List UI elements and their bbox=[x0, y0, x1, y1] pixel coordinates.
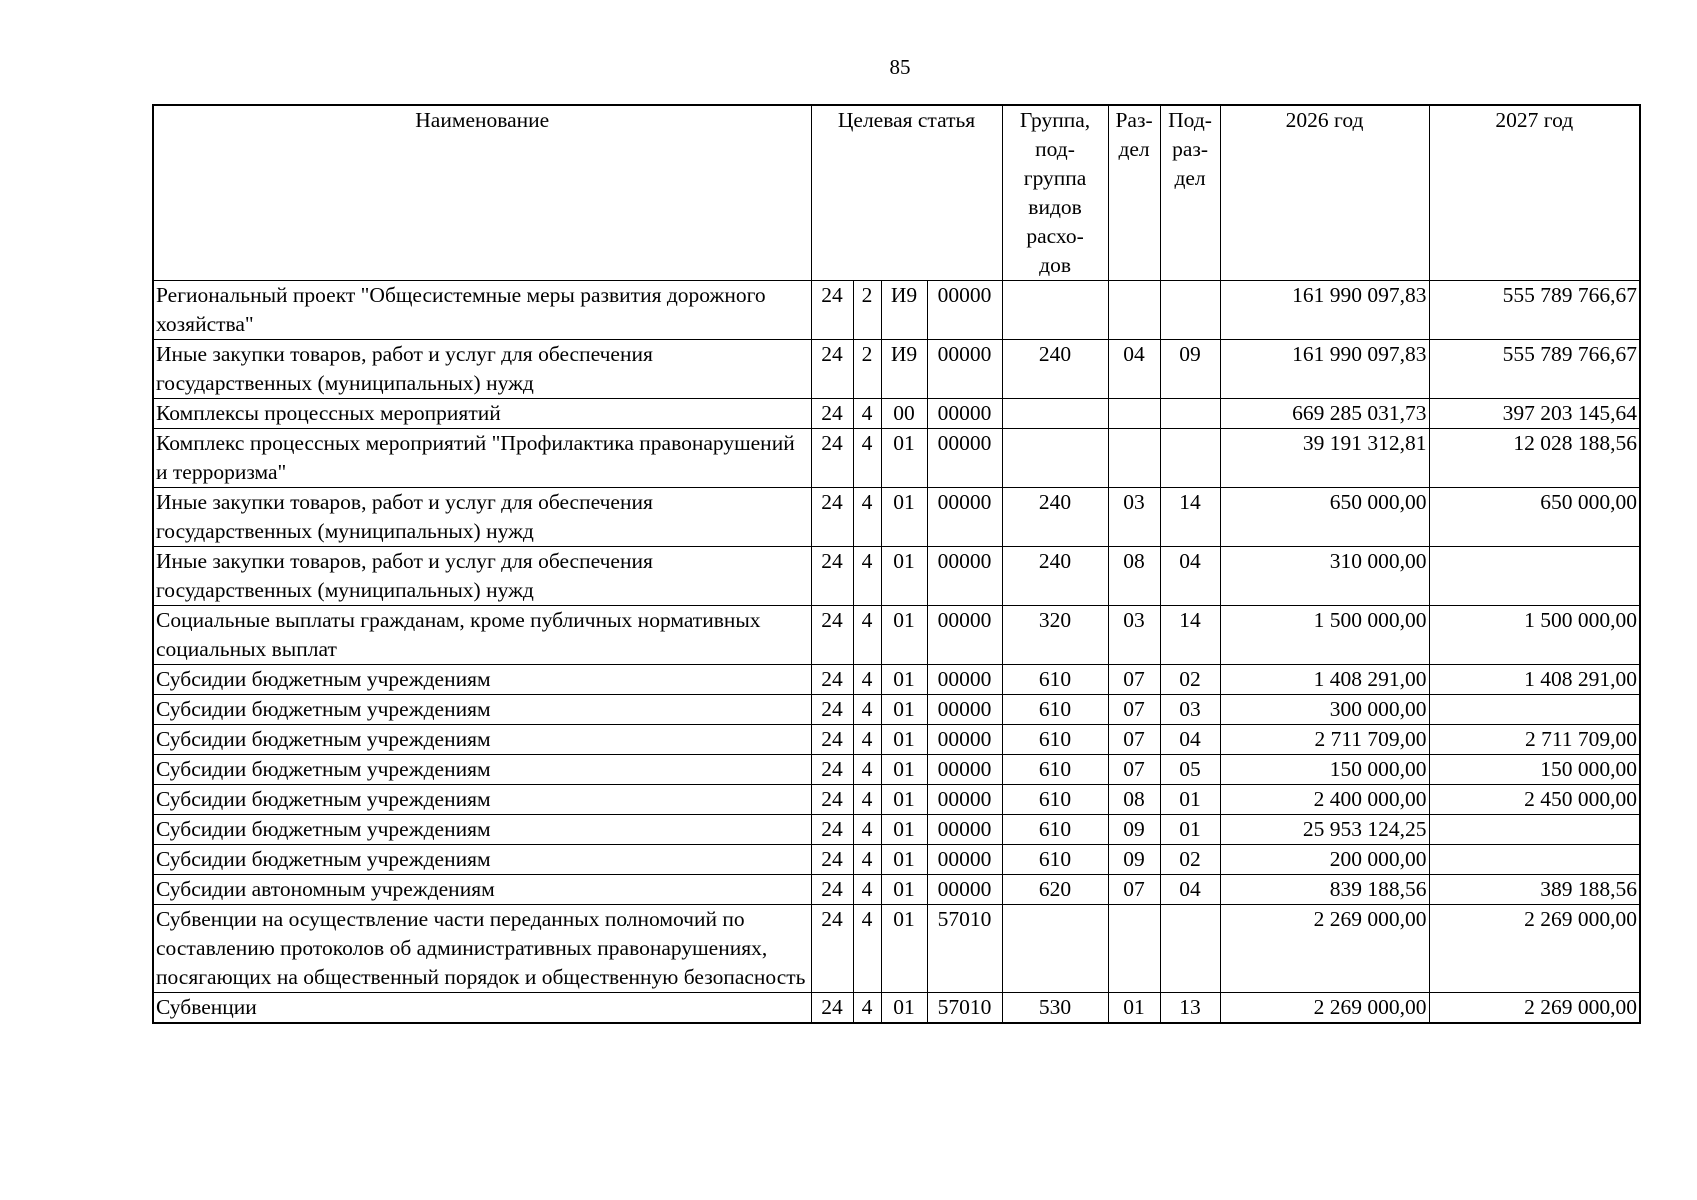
table-row bbox=[153, 665, 1640, 695]
cell-subsection: 04 bbox=[1160, 875, 1220, 905]
cell-target-direction: 00000 bbox=[927, 755, 1002, 785]
cell-expense-group: 320 bbox=[1002, 606, 1108, 665]
cell-section: 07 bbox=[1108, 695, 1160, 725]
cell-amount-2026: 2 400 000,00 bbox=[1220, 785, 1429, 815]
cell-amount-2026: 39 191 312,81 bbox=[1220, 429, 1429, 488]
cell-amount-2026: 669 285 031,73 bbox=[1220, 399, 1429, 429]
cell-amount-2026: 300 000,00 bbox=[1220, 695, 1429, 725]
table-row bbox=[153, 429, 1640, 488]
cell-amount-2026: 200 000,00 bbox=[1220, 845, 1429, 875]
cell-expense-group: 610 bbox=[1002, 815, 1108, 845]
cell-name: Субсидии бюджетным учреждениям bbox=[153, 695, 811, 725]
cell-target-program: 24 bbox=[811, 993, 853, 1024]
cell-subsection: 02 bbox=[1160, 665, 1220, 695]
cell-target-direction: 00000 bbox=[927, 815, 1002, 845]
cell-target-direction: 00000 bbox=[927, 281, 1002, 340]
cell-section: 08 bbox=[1108, 547, 1160, 606]
cell-amount-2027: 555 789 766,67 bbox=[1429, 340, 1640, 399]
cell-target-subprogram: 4 bbox=[853, 547, 881, 606]
cell-expense-group: 240 bbox=[1002, 547, 1108, 606]
cell-amount-2027: 555 789 766,67 bbox=[1429, 281, 1640, 340]
cell-target-program: 24 bbox=[811, 695, 853, 725]
table-body bbox=[153, 281, 1640, 1024]
cell-target-subprogram: 4 bbox=[853, 606, 881, 665]
cell-target-program: 24 bbox=[811, 488, 853, 547]
cell-target-event: 00 bbox=[881, 399, 927, 429]
cell-target-subprogram: 4 bbox=[853, 993, 881, 1024]
cell-expense-group bbox=[1002, 429, 1108, 488]
cell-expense-group: 620 bbox=[1002, 875, 1108, 905]
cell-target-event: 01 bbox=[881, 695, 927, 725]
cell-target-program: 24 bbox=[811, 755, 853, 785]
cell-name: Комплексы процессных мероприятий bbox=[153, 399, 811, 429]
budget-table bbox=[152, 104, 1641, 1024]
table-row bbox=[153, 905, 1640, 993]
cell-target-direction: 00000 bbox=[927, 340, 1002, 399]
cell-subsection bbox=[1160, 399, 1220, 429]
cell-target-direction: 00000 bbox=[927, 606, 1002, 665]
cell-name: Субвенции на осуществление части переданных полномочий по составлению протоколов об административных правонарушениях, посягающих на общественный порядок и общественную безопасность bbox=[153, 905, 811, 993]
cell-section bbox=[1108, 905, 1160, 993]
cell-subsection bbox=[1160, 905, 1220, 993]
cell-name: Иные закупки товаров, работ и услуг для обеспечения государственных (муниципальных) нужд bbox=[153, 340, 811, 399]
cell-target-direction: 00000 bbox=[927, 429, 1002, 488]
cell-target-event: 01 bbox=[881, 993, 927, 1024]
cell-expense-group: 610 bbox=[1002, 665, 1108, 695]
cell-subsection: 14 bbox=[1160, 606, 1220, 665]
cell-name: Субсидии бюджетным учреждениям bbox=[153, 845, 811, 875]
cell-section: 07 bbox=[1108, 725, 1160, 755]
cell-target-direction: 00000 bbox=[927, 488, 1002, 547]
cell-amount-2026: 2 269 000,00 bbox=[1220, 905, 1429, 993]
cell-amount-2027 bbox=[1429, 845, 1640, 875]
cell-subsection: 04 bbox=[1160, 725, 1220, 755]
cell-amount-2027: 397 203 145,64 bbox=[1429, 399, 1640, 429]
cell-section: 09 bbox=[1108, 815, 1160, 845]
cell-target-direction: 00000 bbox=[927, 845, 1002, 875]
cell-target-subprogram: 4 bbox=[853, 695, 881, 725]
table-header bbox=[153, 105, 1640, 281]
cell-name: Субсидии бюджетным учреждениям bbox=[153, 785, 811, 815]
cell-target-program: 24 bbox=[811, 429, 853, 488]
cell-expense-group: 240 bbox=[1002, 488, 1108, 547]
cell-amount-2027: 12 028 188,56 bbox=[1429, 429, 1640, 488]
cell-target-program: 24 bbox=[811, 905, 853, 993]
cell-target-program: 24 bbox=[811, 875, 853, 905]
cell-name: Субсидии бюджетным учреждениям bbox=[153, 755, 811, 785]
cell-name: Региональный проект "Общесистемные меры развития дорожного хозяйства" bbox=[153, 281, 811, 340]
header-name: Наименование bbox=[153, 105, 811, 281]
cell-target-program: 24 bbox=[811, 815, 853, 845]
cell-target-event: 01 bbox=[881, 785, 927, 815]
cell-target-subprogram: 4 bbox=[853, 429, 881, 488]
table-row bbox=[153, 725, 1640, 755]
cell-name: Субсидии бюджетным учреждениям bbox=[153, 665, 811, 695]
cell-subsection: 02 bbox=[1160, 845, 1220, 875]
cell-target-event: 01 bbox=[881, 488, 927, 547]
cell-amount-2027: 389 188,56 bbox=[1429, 875, 1640, 905]
cell-target-event: 01 bbox=[881, 875, 927, 905]
cell-subsection: 01 bbox=[1160, 785, 1220, 815]
cell-target-event: 01 bbox=[881, 815, 927, 845]
cell-target-event: 01 bbox=[881, 547, 927, 606]
cell-section: 08 bbox=[1108, 785, 1160, 815]
cell-subsection bbox=[1160, 429, 1220, 488]
cell-target-program: 24 bbox=[811, 665, 853, 695]
cell-target-program: 24 bbox=[811, 340, 853, 399]
cell-amount-2026: 650 000,00 bbox=[1220, 488, 1429, 547]
header-year-2026: 2026 год bbox=[1220, 105, 1429, 281]
cell-amount-2027 bbox=[1429, 695, 1640, 725]
cell-amount-2026: 1 408 291,00 bbox=[1220, 665, 1429, 695]
cell-name: Субсидии бюджетным учреждениям bbox=[153, 725, 811, 755]
cell-name: Комплекс процессных мероприятий "Профилактика правонарушений и терроризма" bbox=[153, 429, 811, 488]
table-row bbox=[153, 488, 1640, 547]
cell-expense-group: 610 bbox=[1002, 755, 1108, 785]
cell-target-direction: 00000 bbox=[927, 785, 1002, 815]
cell-subsection: 13 bbox=[1160, 993, 1220, 1024]
cell-amount-2026: 161 990 097,83 bbox=[1220, 340, 1429, 399]
cell-target-subprogram: 4 bbox=[853, 905, 881, 993]
cell-target-program: 24 bbox=[811, 785, 853, 815]
cell-section: 09 bbox=[1108, 845, 1160, 875]
cell-expense-group: 610 bbox=[1002, 695, 1108, 725]
header-section: Раз- дел bbox=[1108, 105, 1160, 281]
cell-amount-2026: 310 000,00 bbox=[1220, 547, 1429, 606]
cell-target-subprogram: 4 bbox=[853, 665, 881, 695]
cell-section bbox=[1108, 281, 1160, 340]
cell-expense-group: 240 bbox=[1002, 340, 1108, 399]
cell-target-direction: 00000 bbox=[927, 875, 1002, 905]
cell-target-direction: 57010 bbox=[927, 993, 1002, 1024]
header-target-article: Целевая статья bbox=[811, 105, 1002, 281]
header-year-2027: 2027 год bbox=[1429, 105, 1640, 281]
cell-section: 07 bbox=[1108, 755, 1160, 785]
cell-target-direction: 57010 bbox=[927, 905, 1002, 993]
cell-target-direction: 00000 bbox=[927, 725, 1002, 755]
cell-amount-2027 bbox=[1429, 815, 1640, 845]
cell-name: Субсидии бюджетным учреждениям bbox=[153, 815, 811, 845]
cell-section: 01 bbox=[1108, 993, 1160, 1024]
table-row bbox=[153, 785, 1640, 815]
cell-target-program: 24 bbox=[811, 281, 853, 340]
cell-subsection: 01 bbox=[1160, 815, 1220, 845]
cell-target-program: 24 bbox=[811, 725, 853, 755]
table-row bbox=[153, 281, 1640, 340]
cell-amount-2027: 650 000,00 bbox=[1429, 488, 1640, 547]
cell-subsection: 03 bbox=[1160, 695, 1220, 725]
cell-subsection: 14 bbox=[1160, 488, 1220, 547]
page-number: 85 bbox=[889, 55, 911, 79]
cell-target-direction: 00000 bbox=[927, 665, 1002, 695]
cell-section: 03 bbox=[1108, 606, 1160, 665]
cell-target-event: 01 bbox=[881, 665, 927, 695]
cell-section: 07 bbox=[1108, 665, 1160, 695]
cell-subsection: 04 bbox=[1160, 547, 1220, 606]
cell-target-direction: 00000 bbox=[927, 399, 1002, 429]
cell-target-direction: 00000 bbox=[927, 695, 1002, 725]
cell-expense-group: 610 bbox=[1002, 785, 1108, 815]
cell-amount-2027: 1 408 291,00 bbox=[1429, 665, 1640, 695]
cell-amount-2027: 2 269 000,00 bbox=[1429, 905, 1640, 993]
cell-expense-group bbox=[1002, 399, 1108, 429]
cell-name: Иные закупки товаров, работ и услуг для обеспечения государственных (муниципальных) нужд bbox=[153, 488, 811, 547]
table-row bbox=[153, 399, 1640, 429]
table-row bbox=[153, 993, 1640, 1024]
cell-name: Субвенции bbox=[153, 993, 811, 1024]
cell-target-event: И9 bbox=[881, 281, 927, 340]
cell-amount-2026: 1 500 000,00 bbox=[1220, 606, 1429, 665]
table-row bbox=[153, 547, 1640, 606]
cell-target-subprogram: 4 bbox=[853, 399, 881, 429]
cell-section bbox=[1108, 429, 1160, 488]
cell-name: Иные закупки товаров, работ и услуг для обеспечения государственных (муниципальных) нужд bbox=[153, 547, 811, 606]
cell-section: 07 bbox=[1108, 875, 1160, 905]
cell-expense-group: 610 bbox=[1002, 845, 1108, 875]
cell-target-program: 24 bbox=[811, 547, 853, 606]
table-row bbox=[153, 845, 1640, 875]
header-expense-group: Группа, под- группа видов расхо- дов bbox=[1002, 105, 1108, 281]
cell-amount-2026: 25 953 124,25 bbox=[1220, 815, 1429, 845]
cell-target-event: 01 bbox=[881, 755, 927, 785]
cell-target-subprogram: 4 bbox=[853, 875, 881, 905]
cell-target-subprogram: 4 bbox=[853, 815, 881, 845]
cell-amount-2026: 839 188,56 bbox=[1220, 875, 1429, 905]
cell-target-event: 01 bbox=[881, 606, 927, 665]
cell-target-subprogram: 4 bbox=[853, 785, 881, 815]
cell-amount-2026: 2 711 709,00 bbox=[1220, 725, 1429, 755]
table-row bbox=[153, 875, 1640, 905]
cell-amount-2026: 2 269 000,00 bbox=[1220, 993, 1429, 1024]
table-row bbox=[153, 340, 1640, 399]
table-row bbox=[153, 606, 1640, 665]
cell-target-subprogram: 4 bbox=[853, 725, 881, 755]
cell-name: Субсидии автономным учреждениям bbox=[153, 875, 811, 905]
cell-target-event: 01 bbox=[881, 845, 927, 875]
table-row bbox=[153, 755, 1640, 785]
cell-amount-2026: 150 000,00 bbox=[1220, 755, 1429, 785]
cell-target-event: И9 bbox=[881, 340, 927, 399]
cell-amount-2027: 1 500 000,00 bbox=[1429, 606, 1640, 665]
cell-target-subprogram: 2 bbox=[853, 281, 881, 340]
cell-amount-2027: 2 269 000,00 bbox=[1429, 993, 1640, 1024]
cell-expense-group bbox=[1002, 281, 1108, 340]
table-row bbox=[153, 815, 1640, 845]
header-subsection: Под- раз- дел bbox=[1160, 105, 1220, 281]
cell-amount-2027: 2 711 709,00 bbox=[1429, 725, 1640, 755]
cell-subsection: 09 bbox=[1160, 340, 1220, 399]
cell-expense-group bbox=[1002, 905, 1108, 993]
cell-target-program: 24 bbox=[811, 606, 853, 665]
cell-target-program: 24 bbox=[811, 399, 853, 429]
cell-subsection bbox=[1160, 281, 1220, 340]
cell-target-event: 01 bbox=[881, 905, 927, 993]
table-row bbox=[153, 695, 1640, 725]
cell-target-direction: 00000 bbox=[927, 547, 1002, 606]
cell-name: Социальные выплаты гражданам, кроме публичных нормативных социальных выплат bbox=[153, 606, 811, 665]
cell-expense-group: 530 bbox=[1002, 993, 1108, 1024]
cell-amount-2027: 2 450 000,00 bbox=[1429, 785, 1640, 815]
cell-target-subprogram: 4 bbox=[853, 845, 881, 875]
cell-target-event: 01 bbox=[881, 429, 927, 488]
cell-expense-group: 610 bbox=[1002, 725, 1108, 755]
cell-subsection: 05 bbox=[1160, 755, 1220, 785]
cell-amount-2026: 161 990 097,83 bbox=[1220, 281, 1429, 340]
cell-section: 03 bbox=[1108, 488, 1160, 547]
cell-target-program: 24 bbox=[811, 845, 853, 875]
cell-target-subprogram: 4 bbox=[853, 755, 881, 785]
cell-section: 04 bbox=[1108, 340, 1160, 399]
cell-amount-2027: 150 000,00 bbox=[1429, 755, 1640, 785]
cell-target-subprogram: 4 bbox=[853, 488, 881, 547]
cell-amount-2027 bbox=[1429, 547, 1640, 606]
cell-target-subprogram: 2 bbox=[853, 340, 881, 399]
cell-section bbox=[1108, 399, 1160, 429]
cell-target-event: 01 bbox=[881, 725, 927, 755]
